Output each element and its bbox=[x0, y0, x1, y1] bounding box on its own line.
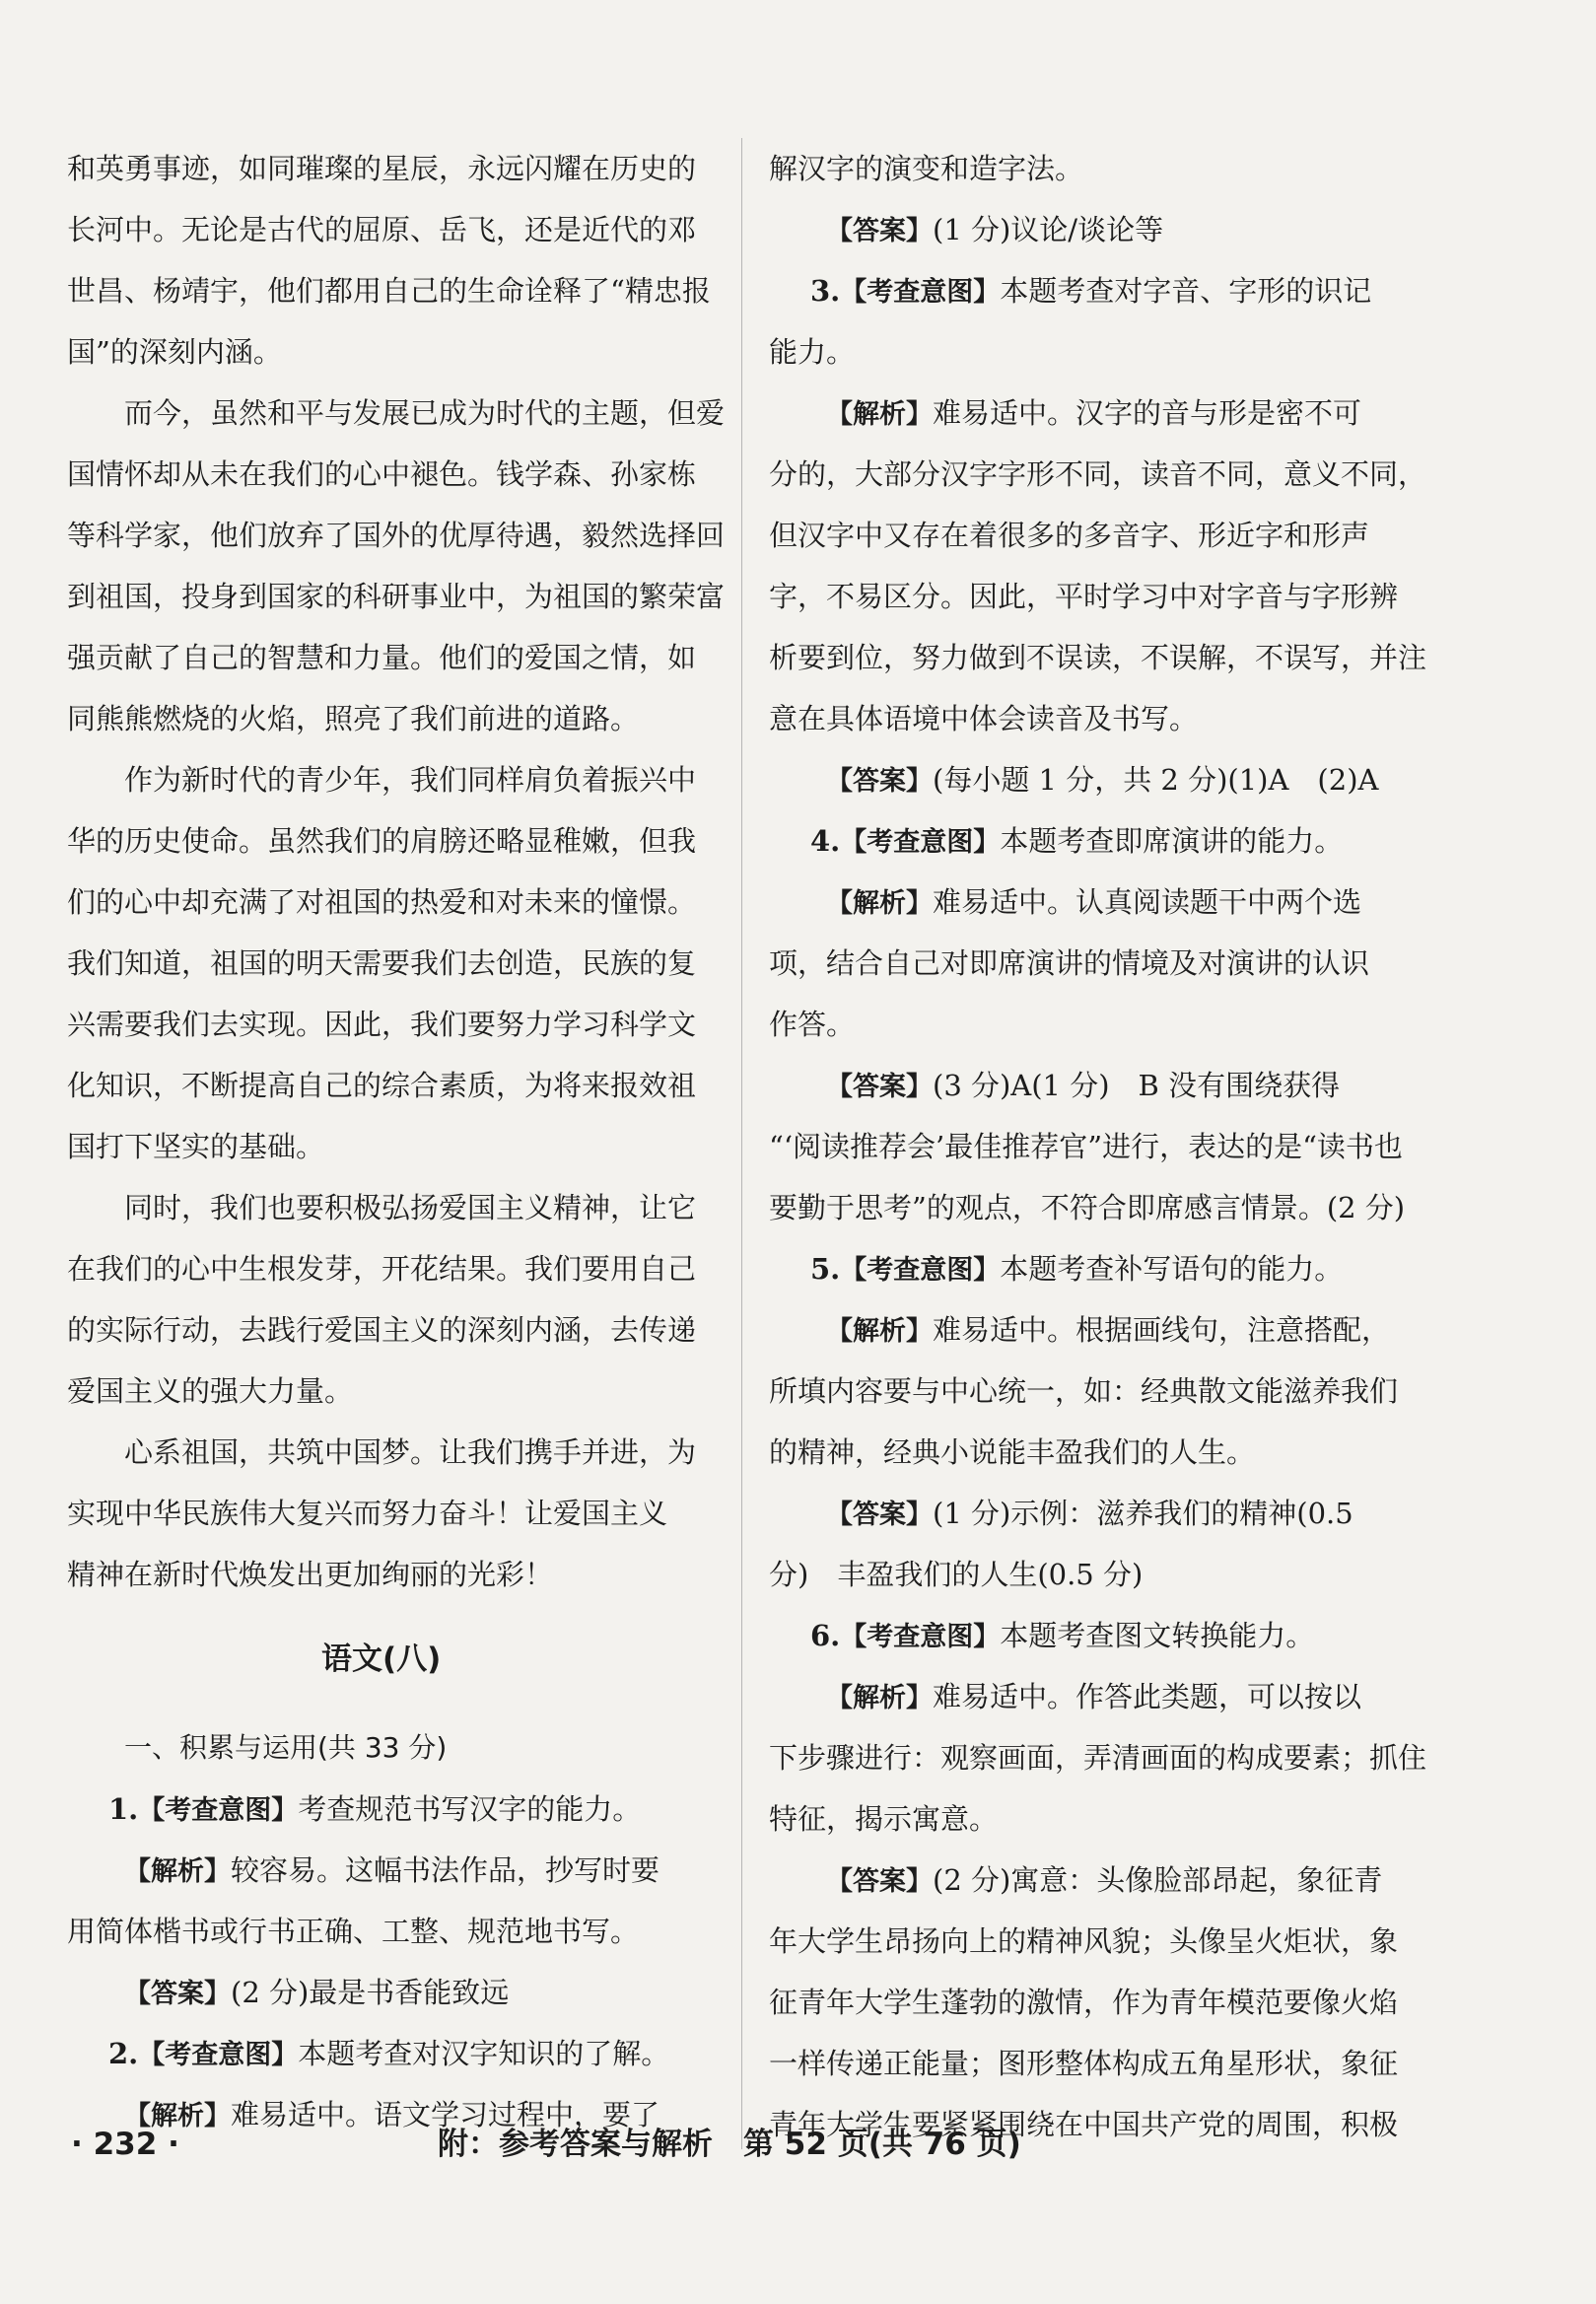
intent-tag: 【考查意图】 bbox=[840, 277, 1001, 308]
answer-text: 一样传递正能量；图形整体构成五角星形状，象征 bbox=[769, 2047, 1399, 2080]
analysis-text: 析要到位，努力做到不误读，不误解，不误写，并注 bbox=[769, 641, 1427, 674]
analysis-text: 难易适中。汉字的音与形是密不可 bbox=[933, 396, 1362, 430]
analysis-tag: 【解析】 bbox=[826, 399, 933, 430]
answer-text: “‘阅读推荐会’最佳推荐官”进行，表达的是“读书也 bbox=[769, 1130, 1403, 1163]
answer-text: (3 分)A(1 分) B 没有围绕获得 bbox=[933, 1069, 1341, 1102]
question-1-answer bbox=[67, 1962, 509, 2023]
answer-text: (每小题 1 分，共 2 分)(1)A (2)A bbox=[933, 763, 1379, 797]
question-5-intent bbox=[769, 1238, 1343, 1299]
question-2-answer bbox=[769, 199, 1163, 260]
essay-line: 长河中。无论是古代的屈原、岳飞，还是近代的邓 bbox=[67, 213, 697, 246]
question-number: 2. bbox=[108, 2037, 139, 2070]
essay-line: 世昌、杨靖宇，他们都用自己的生命诠释了“精忠报 bbox=[67, 274, 711, 308]
essay-line: 们的心中却充满了对祖国的热爱和对未来的憧憬。 bbox=[67, 885, 697, 919]
question-number: 1. bbox=[108, 1792, 139, 1826]
intent-text: 考查规范书写汉字的能力。 bbox=[298, 1792, 642, 1826]
question-6-intent bbox=[769, 1605, 1314, 1666]
answer-tag: 【答案】 bbox=[124, 1979, 231, 2009]
question-6-answer bbox=[769, 1850, 1382, 1911]
answer-text: 年大学生昂扬向上的精神风貌；头像呈火炬状，象 bbox=[769, 1924, 1399, 1958]
question-1-intent bbox=[67, 1779, 641, 1840]
analysis-tag: 【解析】 bbox=[124, 2101, 231, 2131]
analysis-text: 作答。 bbox=[769, 1008, 856, 1041]
analysis-text: 难易适中。认真阅读题干中两个选 bbox=[933, 885, 1362, 919]
essay-line: 等科学家，他们放弃了国外的优厚待遇，毅然选择回 bbox=[67, 519, 726, 552]
intent-tag: 【考查意图】 bbox=[840, 1255, 1001, 1286]
analysis-text: 难易适中。作答此类题，可以按以 bbox=[933, 1680, 1362, 1713]
essay-line: 强贡献了自己的智慧和力量。他们的爱国之情，如 bbox=[67, 641, 697, 674]
analysis-text: 的精神，经典小说能丰盈我们的人生。 bbox=[769, 1435, 1256, 1469]
essay-line: 国”的深刻内涵。 bbox=[67, 335, 282, 369]
analysis-text: 用简体楷书或行书正确、工整、规范地书写。 bbox=[67, 1915, 640, 1948]
answer-text: 青年大学生要紧紧围绕在中国共产党的周围，积极 bbox=[769, 2108, 1399, 2141]
essay-line: 作为新时代的青少年，我们同样肩负着振兴中 bbox=[124, 763, 697, 797]
essay-line: 到祖国，投身到国家的科研事业中，为祖国的繁荣富 bbox=[67, 580, 726, 613]
answer-text: (2 分)寓意：头像脸部昂起，象征青 bbox=[933, 1863, 1383, 1897]
essay-line: 爱国主义的强大力量。 bbox=[67, 1374, 354, 1408]
answer-text: (1 分)议论/谈论等 bbox=[933, 213, 1164, 246]
analysis-text: 但汉字中又存在着很多的多音字、形近字和形声 bbox=[769, 519, 1370, 552]
essay-line: 同时，我们也要积极弘扬爱国主义精神，让它 bbox=[124, 1191, 697, 1224]
intent-text: 本题考查对字音、字形的识记 bbox=[1000, 274, 1372, 308]
essay-line: 和英勇事迹，如同璀璨的星辰，永远闪耀在历史的 bbox=[67, 152, 697, 185]
essay-line: 华的历史使命。虽然我们的肩膀还略显稚嫩，但我 bbox=[67, 824, 697, 858]
essay-line: 在我们的心中生根发芽，开花结果。我们要用自己 bbox=[67, 1252, 697, 1286]
intent-text: 本题考查对汉字知识的了解。 bbox=[298, 2037, 670, 2070]
analysis-tag: 【解析】 bbox=[826, 888, 933, 919]
question-number: 3. bbox=[810, 274, 841, 308]
essay-line: 同熊熊燃烧的火焰，照亮了我们前进的道路。 bbox=[67, 702, 640, 735]
analysis-text: 项，结合自己对即席演讲的情境及对演讲的认识 bbox=[769, 946, 1370, 980]
essay-line: 心系祖国，共筑中国梦。让我们携手并进，为 bbox=[124, 1435, 697, 1469]
essay-line: 国情怀却从未在我们的心中褪色。钱学森、孙家栋 bbox=[67, 457, 697, 491]
answer-tag: 【答案】 bbox=[826, 766, 933, 797]
analysis-text: 字，不易区分。因此，平时学习中对字音与字形辨 bbox=[769, 580, 1399, 613]
question-3-analysis bbox=[769, 383, 1361, 444]
intent-text: 本题考查图文转换能力。 bbox=[1000, 1619, 1315, 1652]
answer-tag: 【答案】 bbox=[826, 1500, 933, 1530]
answer-tag: 【答案】 bbox=[826, 1072, 933, 1102]
essay-line: 化知识，不断提高自己的综合素质，为将来报效祖 bbox=[67, 1069, 697, 1102]
essay-line: 的实际行动，去践行爱国主义的深刻内涵，去传递 bbox=[67, 1313, 697, 1347]
footer-title: 附：参考答案与解析 第 52 页(共 76 页) bbox=[438, 2127, 1021, 2162]
essay-line: 国打下坚实的基础。 bbox=[67, 1130, 325, 1163]
essay-line: 我们知道，祖国的明天需要我们去创造，民族的复 bbox=[67, 946, 697, 980]
question-number: 4. bbox=[810, 824, 841, 858]
question-6-analysis bbox=[769, 1666, 1361, 1727]
intent-text: 本题考查补写语句的能力。 bbox=[1000, 1252, 1344, 1286]
analysis-tag: 【解析】 bbox=[124, 1856, 231, 1887]
answer-text: (2 分)最是书香能致远 bbox=[231, 1976, 510, 2009]
answer-tag: 【答案】 bbox=[826, 216, 933, 246]
question-4-answer bbox=[769, 1055, 1340, 1116]
analysis-tag: 【解析】 bbox=[826, 1683, 933, 1713]
question-3-answer bbox=[769, 749, 1378, 810]
column-divider bbox=[741, 138, 742, 2149]
answer-tag: 【答案】 bbox=[826, 1866, 933, 1897]
analysis-tag: 【解析】 bbox=[826, 1316, 933, 1347]
question-5-analysis bbox=[769, 1299, 1390, 1361]
analysis-text: 下步骤进行：观察画面，弄清画面的构成要素；抓住 bbox=[769, 1741, 1427, 1775]
intent-tag: 【考查意图】 bbox=[840, 827, 1001, 858]
part-title: 一、积累与运用(共 33 分) bbox=[124, 1731, 448, 1764]
intent-tag: 【考查意图】 bbox=[138, 1795, 299, 1826]
question-1-analysis bbox=[67, 1840, 659, 1901]
analysis-text: 特征，揭示寓意。 bbox=[769, 1802, 999, 1836]
question-number: 6. bbox=[810, 1619, 841, 1652]
answer-text: 要勤于思考”的观点，不符合即席感言情景。(2 分) bbox=[769, 1191, 1406, 1224]
analysis-text: 所填内容要与中心统一，如：经典散文能滋养我们 bbox=[769, 1374, 1399, 1408]
question-2-continued: 解汉字的演变和造字法。 bbox=[769, 152, 1084, 185]
essay-line: 兴需要我们去实现。因此，我们要努力学习科学文 bbox=[67, 1008, 697, 1041]
page-number: · 232 · bbox=[71, 2127, 179, 2162]
intent-tag: 【考查意图】 bbox=[840, 1622, 1001, 1652]
essay-line: 实现中华民族伟大复兴而努力奋斗！让爱国主义 bbox=[67, 1497, 668, 1530]
question-5-answer bbox=[769, 1483, 1353, 1544]
analysis-text: 难易适中。语文学习过程中，要了 bbox=[231, 2098, 660, 2131]
analysis-text: 难易适中。根据画线句，注意搭配， bbox=[933, 1313, 1391, 1347]
essay-line: 而今，虽然和平与发展已成为时代的主题，但爱 bbox=[124, 396, 726, 430]
analysis-text: 意在具体语境中体会读音及书写。 bbox=[769, 702, 1199, 735]
answer-text: 分) 丰盈我们的人生(0.5 分) bbox=[769, 1558, 1144, 1591]
intent-text: 能力。 bbox=[769, 335, 856, 369]
intent-tag: 【考查意图】 bbox=[138, 2040, 299, 2070]
answer-text: (1 分)示例：滋养我们的精神(0.5 bbox=[933, 1497, 1353, 1530]
question-number: 5. bbox=[810, 1252, 841, 1286]
question-4-intent bbox=[769, 810, 1343, 872]
question-2-intent bbox=[67, 2023, 669, 2084]
intent-text: 本题考查即席演讲的能力。 bbox=[1000, 824, 1344, 858]
answer-text: 征青年大学生蓬勃的激情，作为青年模范要像火焰 bbox=[769, 1986, 1399, 2019]
section-title: 语文(八) bbox=[321, 1641, 442, 1677]
essay-line: 精神在新时代焕发出更加绚丽的光彩！ bbox=[67, 1558, 554, 1591]
question-3-intent bbox=[769, 260, 1371, 321]
question-4-analysis bbox=[769, 872, 1361, 933]
analysis-text: 较容易。这幅书法作品，抄写时要 bbox=[231, 1853, 660, 1887]
analysis-text: 分的，大部分汉字字形不同，读音不同，意义不同， bbox=[769, 457, 1427, 491]
